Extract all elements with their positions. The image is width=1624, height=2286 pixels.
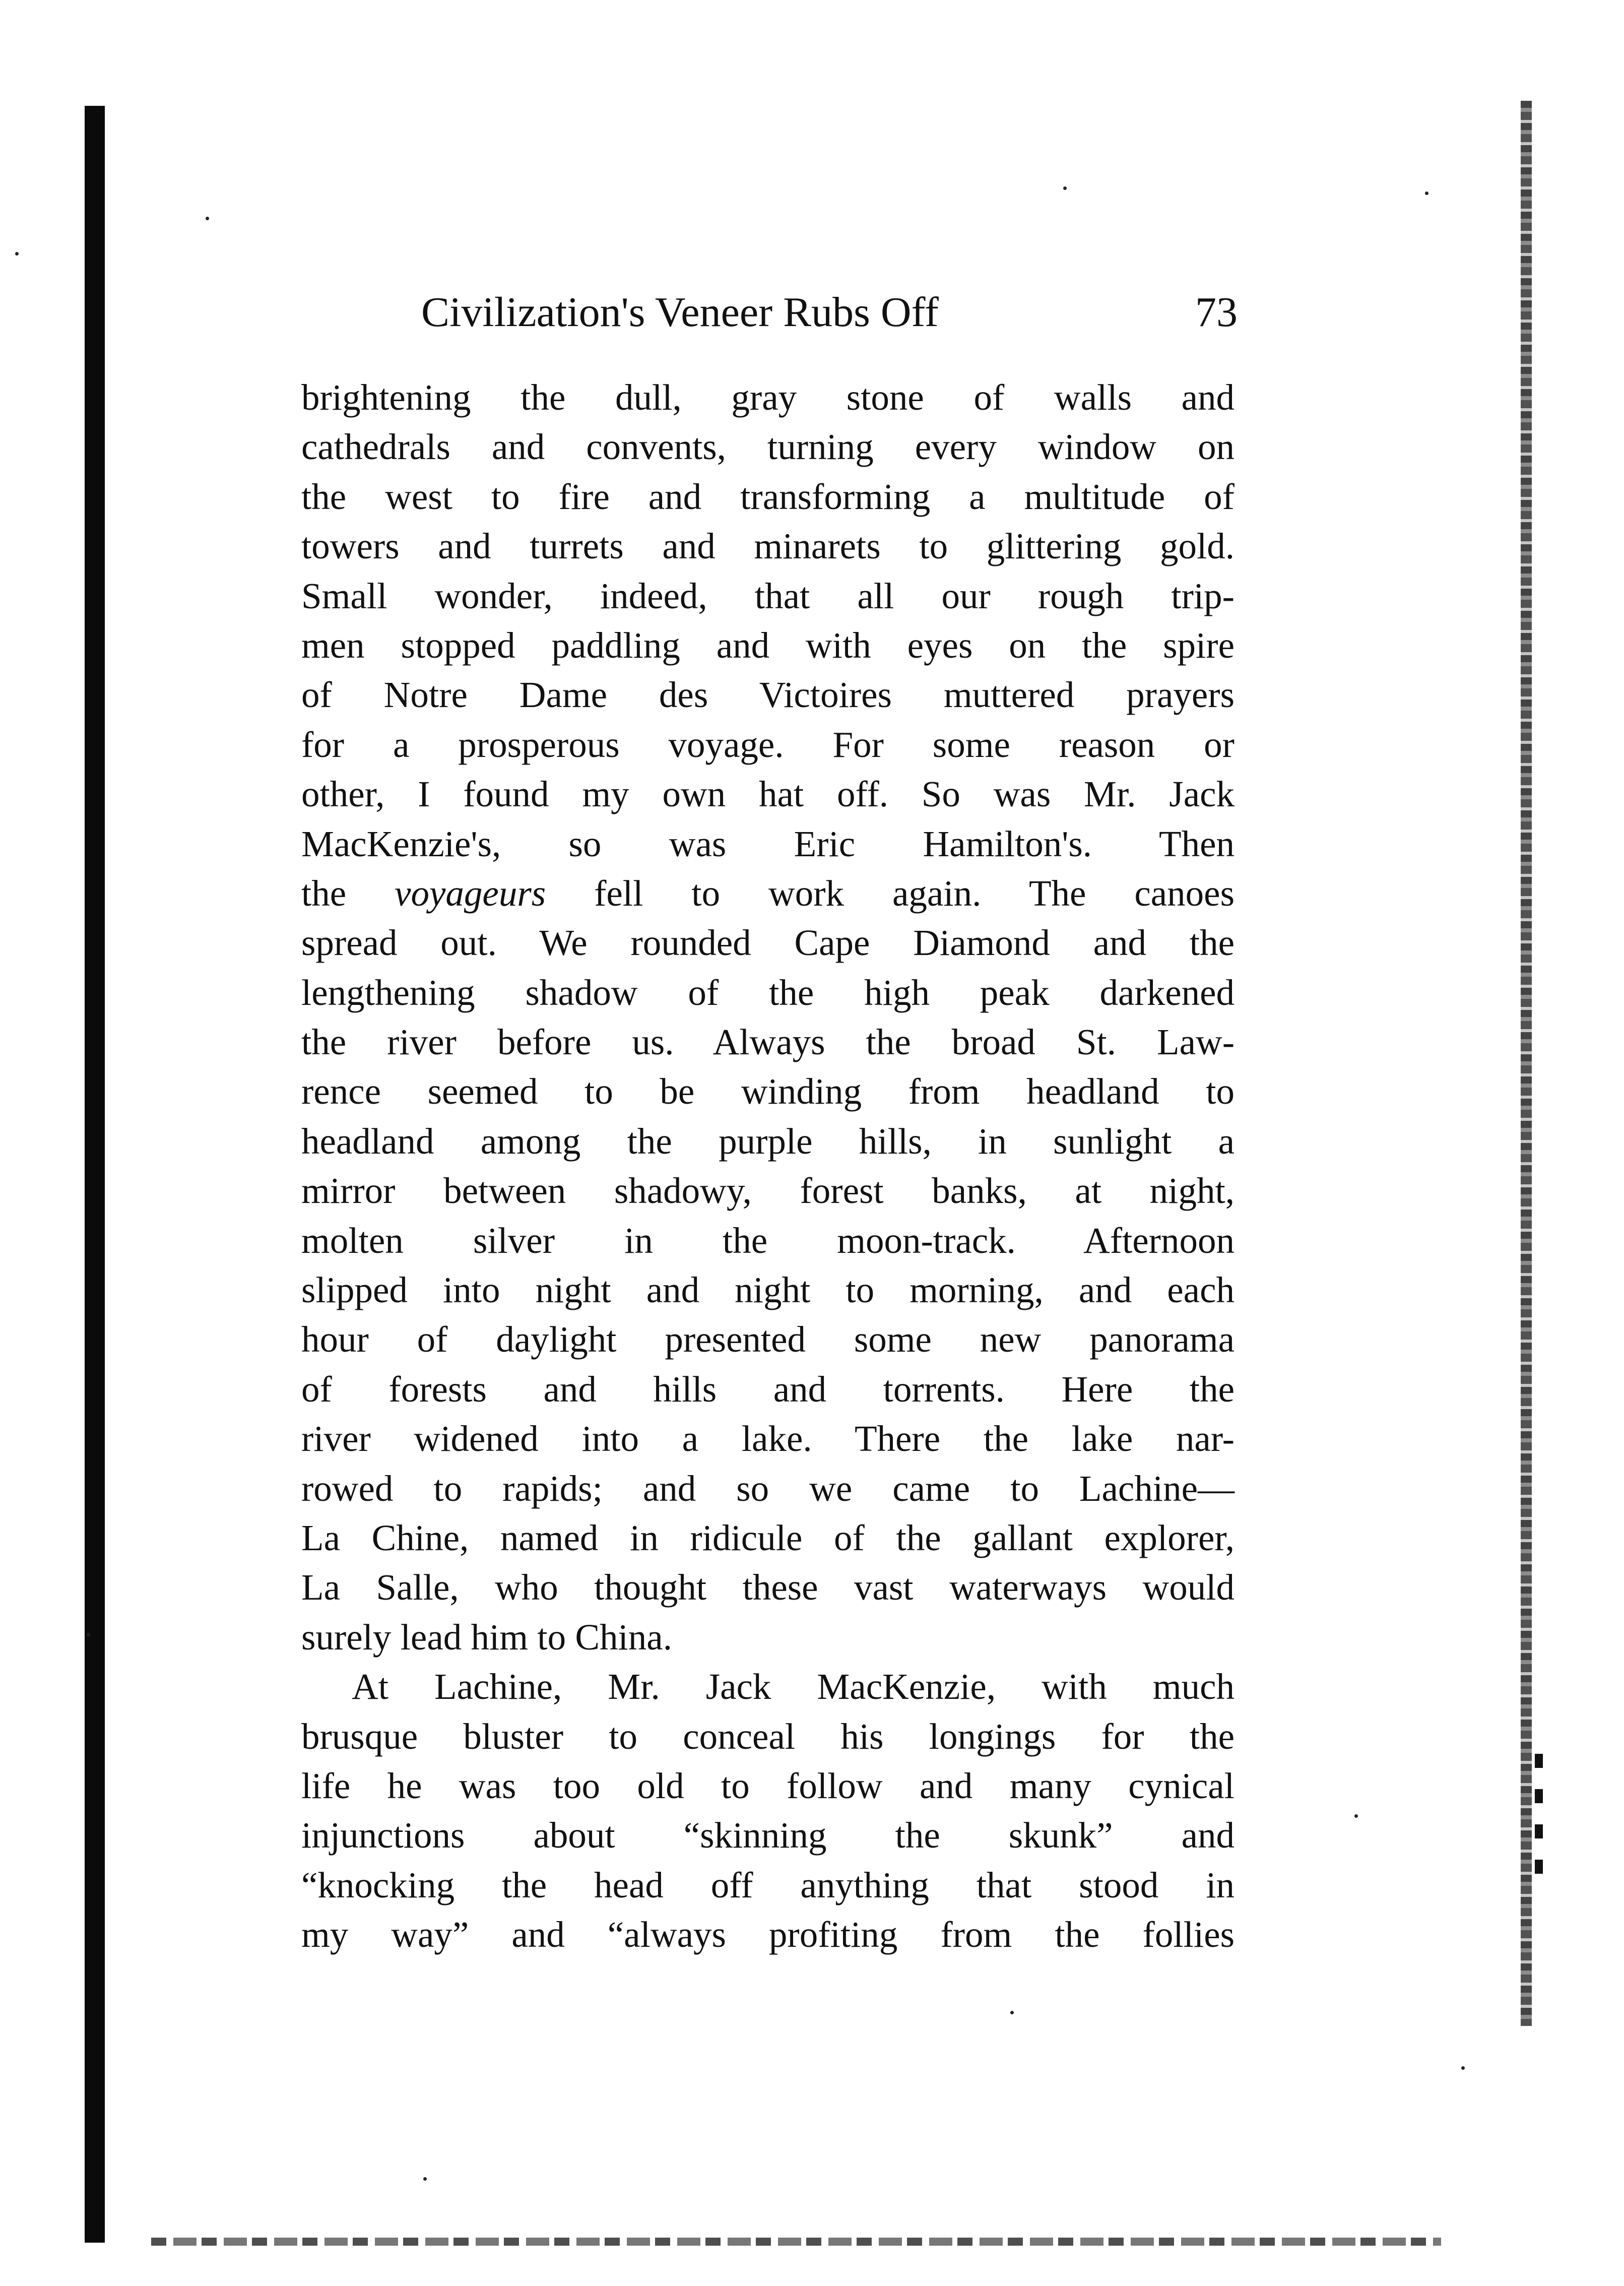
text-line: La Salle, who thought these vast waterways would (301, 1567, 1235, 1608)
text-segment: the (301, 872, 395, 914)
scan-bottom-edge (151, 2238, 1441, 2246)
text-line: slipped into night and night to morning, and each (301, 1269, 1235, 1311)
scan-binding-edge (85, 106, 105, 2243)
scan-speck (1354, 1814, 1358, 1818)
text-line: rowed to rapids; and so we came to Lachine— (301, 1468, 1235, 1509)
text-line: hour of daylight presented some new panorama (301, 1319, 1235, 1360)
text-line: of forests and hills and torrents. Here the (301, 1368, 1235, 1410)
running-title: Civilization's Veneer Rubs Off (421, 289, 939, 336)
text-line: spread out. We rounded Cape Diamond and the (301, 922, 1235, 964)
text-line: brightening the dull, gray stone of walls and (301, 377, 1235, 418)
text-line: lengthening shadow of the high peak darkened (301, 972, 1235, 1013)
text-line: other, I found my own hat off. So was Mr. Jack (301, 774, 1235, 815)
page-number: 73 (1195, 289, 1238, 336)
text-line: river widened into a lake. There the lake nar- (301, 1418, 1235, 1459)
text-line: MacKenzie's, so was Eric Hamilton's. Then (301, 823, 1235, 864)
scan-speck (1425, 192, 1428, 195)
scan-speck (206, 217, 209, 220)
text-line: men stopped paddling and with eyes on the spire (301, 624, 1235, 666)
text-line: my way” and “always profiting from the follies (301, 1914, 1235, 1955)
text-line: the river before us. Always the broad St. Law- (301, 1022, 1235, 1063)
body-text (301, 373, 1235, 1960)
text-line: the west to fire and transforming a multitude of (301, 476, 1235, 517)
scan-speck (1461, 2066, 1465, 2070)
text-line: towers and turrets and minarets to glittering gold. (301, 526, 1235, 567)
text-line: cathedrals and convents, turning every window on (301, 426, 1235, 468)
text-line: for a prosperous voyage. For some reason or (301, 724, 1235, 765)
text-line: brusque bluster to conceal his longings for the (301, 1716, 1235, 1757)
scan-speck (1010, 2011, 1014, 2014)
scan-speck (87, 1633, 90, 1636)
text-line (301, 869, 1235, 918)
running-head (421, 282, 1238, 343)
italic-word: voyageurs (395, 872, 546, 914)
scan-speck (423, 2177, 427, 2181)
text-line: Small wonder, indeed, that all our rough trip- (301, 575, 1235, 616)
scan-speck (1063, 186, 1067, 190)
text-line: injunctions about “skinning the skunk” and (301, 1815, 1235, 1856)
text-line: La Chine, named in ridicule of the gallant explorer, (301, 1517, 1235, 1558)
text-line: “knocking the head off anything that stood in (301, 1864, 1235, 1906)
text-line: life he was too old to follow and many cynical (301, 1765, 1235, 1806)
text-line: At Lachine, Mr. Jack MacKenzie, with much (352, 1666, 1235, 1707)
scan-right-edge (1521, 101, 1532, 2026)
text-line: surely lead him to China. (301, 1616, 672, 1658)
text-line: rence seemed to be winding from headland to (301, 1071, 1235, 1112)
text-line: of Notre Dame des Victoires muttered prayers (301, 674, 1235, 716)
text-segment: fell to work again. The canoes (546, 872, 1235, 914)
text-line: headland among the purple hills, in sunlight a (301, 1120, 1235, 1162)
text-line: mirror between shadowy, forest banks, at night, (301, 1170, 1235, 1212)
scan-right-edge-marks (1535, 1754, 1543, 1885)
scan-speck (15, 252, 19, 256)
text-line: molten silver in the moon-track. Afternoon (301, 1220, 1235, 1261)
